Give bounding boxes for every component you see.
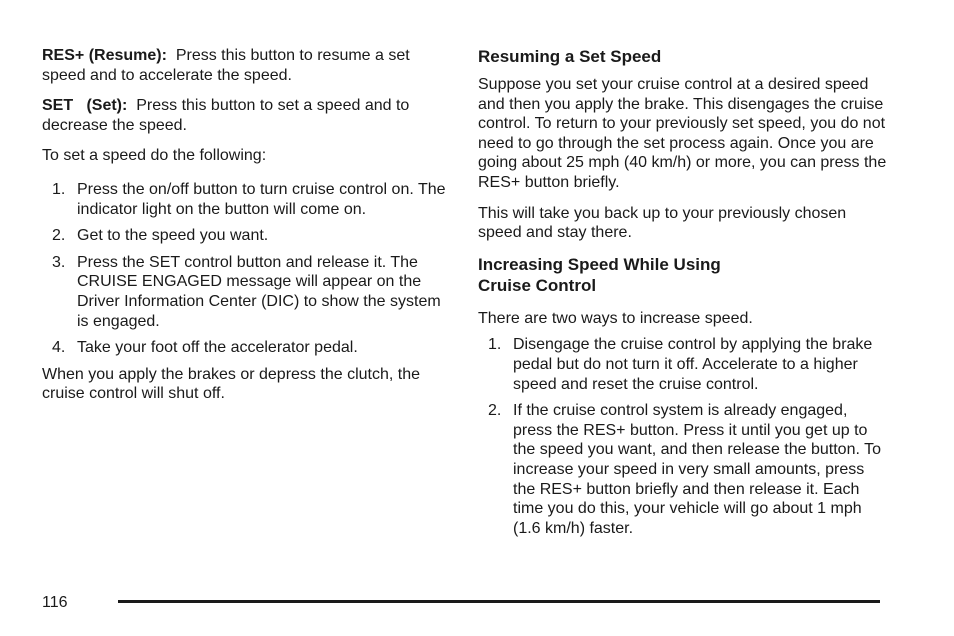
- resuming-paragraph: Suppose you set your cruise control at a desired speed and then you apply the brake. This disengages the cruise control. To return to your previously set speed, you do not need to go through the set process again. Once you are going about 25 mph (40 km/h) or more, you can press the RES+ button briefly.: [478, 76, 887, 191]
- resuming-paragraph-2: This will take you back up to your previously chosen speed and stay there.: [478, 204, 847, 242]
- step-number: 4.: [52, 339, 66, 357]
- step-number: 2.: [488, 402, 502, 420]
- step-text: Get to the speed you want.: [77, 227, 269, 245]
- set-steps-list: [42, 180, 452, 358]
- res-text: Press this button to resume a set speed and to accelerate the speed.: [42, 47, 410, 84]
- closing-paragraph: When you apply the brakes or depress the clutch, the cruise control will shut off.: [42, 365, 420, 403]
- list-item: [42, 253, 452, 331]
- step-text: Press the on/off button to turn cruise control on. The indicator light on the button will come on.: [77, 180, 446, 218]
- list-item: [42, 180, 452, 219]
- set-intro: To set a speed do the following:: [42, 147, 267, 165]
- increase-intro: There are two ways to increase speed.: [478, 309, 753, 327]
- list-item: [42, 338, 452, 358]
- step-text: Take your foot off the accelerator pedal.: [77, 339, 358, 357]
- step-text: Press the SET control button and release it. The CRUISE ENGAGED message will appear on the Driver Information Center (DIC) to show the system is engaged.: [77, 253, 441, 330]
- step-number: 2.: [52, 227, 66, 245]
- footer-rule: [118, 600, 880, 603]
- page-number: 116: [42, 594, 68, 611]
- step-number: 1.: [488, 336, 502, 354]
- heading-increasing-line1: Increasing Speed While Using: [478, 254, 721, 274]
- set-definition: [42, 96, 452, 135]
- set-text: Press this button to set a speed and to decrease the speed.: [42, 97, 410, 134]
- heading-resuming: Resuming a Set Speed: [478, 47, 662, 66]
- increase-steps-list: [478, 335, 888, 538]
- left-column: [42, 46, 452, 415]
- list-item: [478, 401, 888, 538]
- step-number: 1.: [52, 180, 66, 198]
- step-text: Disengage the cruise control by applying the brake pedal but do not turn it off. Accelerate to a higher speed and reset the cruise control.: [513, 336, 873, 393]
- res-definition: [42, 46, 452, 85]
- right-column: [478, 46, 888, 545]
- step-text: If the cruise control system is already engaged, press the RES+ button. Press it until you get up to the speed you want, and then release the button. To increase your speed in very small amounts, press the RES+ button briefly and then release it. Each time you do this, your vehicle will go about 1 mph (1.6 km/h) faster.: [513, 402, 881, 537]
- step-number: 3.: [52, 253, 66, 271]
- list-item: [478, 335, 888, 394]
- list-item: [42, 226, 452, 246]
- heading-increasing-line2: Cruise Control: [478, 275, 597, 295]
- set-term: SET (Set):: [42, 97, 128, 115]
- heading-increasing: [478, 254, 888, 296]
- res-term: RES+ (Resume):: [42, 47, 167, 64]
